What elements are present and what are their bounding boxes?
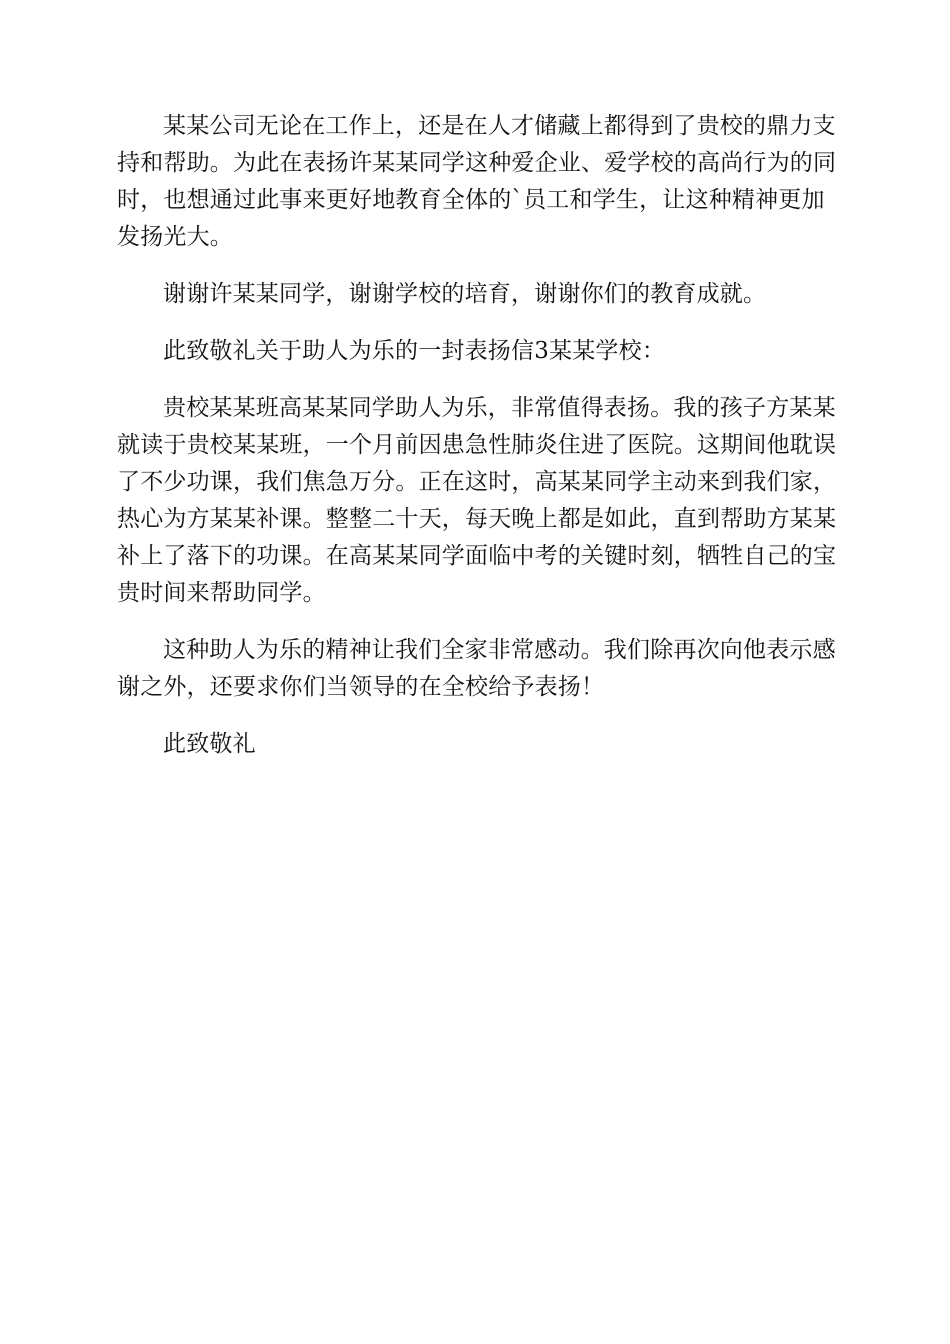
paragraph-salutation-and-address: 此致敬礼关于助人为乐的一封表扬信3某某学校： [163,338,666,364]
paragraph-praise-story: 贵校某某班高某某同学助人为乐，非常值得表扬。我的孩子方某某就读于贵校某某班，一个月前因患急性肺炎住进了医院。这期间他耽误了不少功课，我们焦急万分。正在这时，高某某同学主动来到我们家，热心为方某某补课。整整二十天，每天晚上都是如此，直到帮助方某某补上了落下的功课。在高某某同学面临中考的关键时刻，牺牲自己的宝贵时间来帮助同学。 [117,395,837,606]
paragraph-company-support: 某某公司无论在工作上，还是在人才储藏上都得到了贵校的鼎力支持和帮助。为此在表扬许某某同学这种爱企业、爱学校的高尚行为的同时，也想通过此事来更好地教育全体的`员工和学生，让这种精神更加发扬光大。 [117,113,837,250]
paragraph-closing: 此致敬礼 [163,731,256,757]
letter-body [117,108,837,783]
paragraph-request-commendation: 这种助人为乐的精神让我们全家非常感动。我们除再次向他表示感谢之外，还要求你们当领导的在全校给予表扬！ [117,637,836,700]
paragraph-thanks: 谢谢许某某同学，谢谢学校的培育，谢谢你们的教育成就。 [163,281,767,307]
